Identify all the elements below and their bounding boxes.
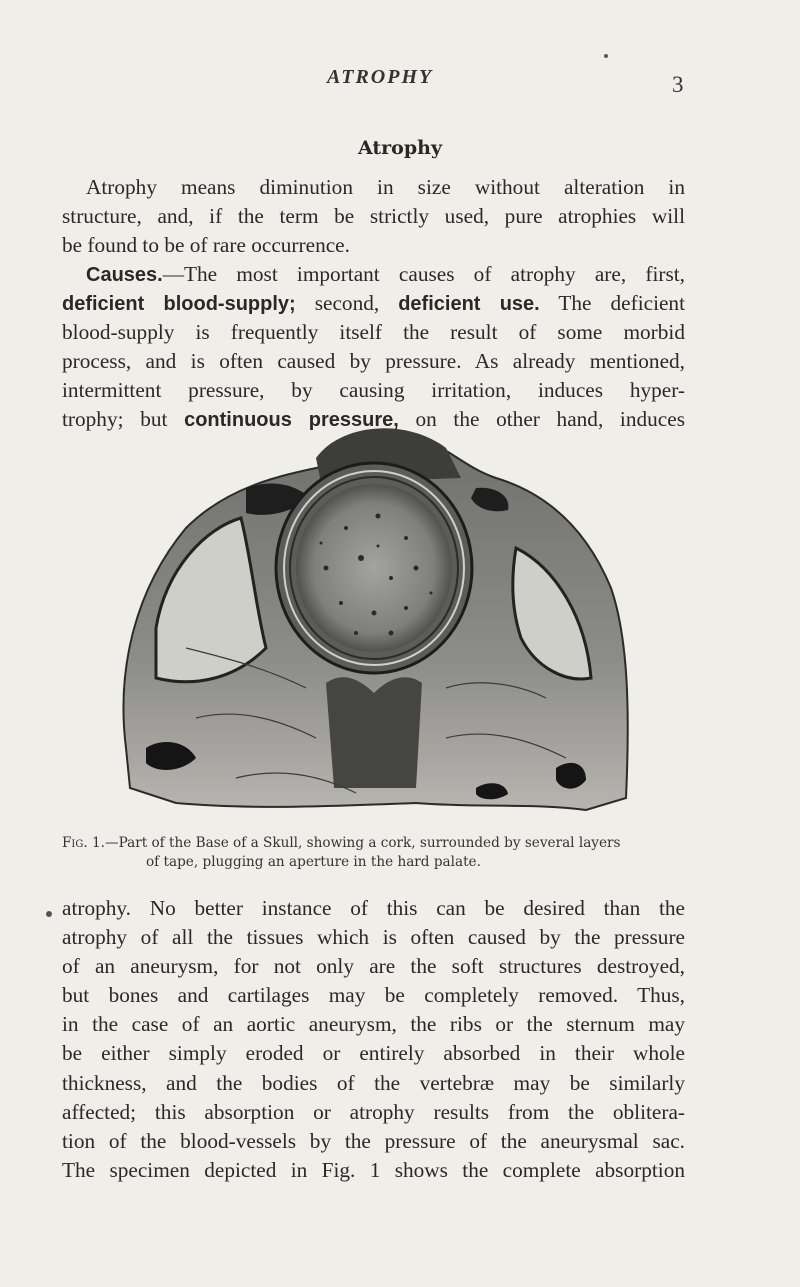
paragraph-1: [62, 173, 685, 260]
text-line: be either simply eroded or entirely absorbed in their whole: [62, 1041, 685, 1066]
text-run: second,: [295, 291, 399, 316]
text-line: of an aneurysm, for not only are the soft structures destroyed,: [62, 954, 685, 979]
midline-septum: [326, 677, 422, 788]
text-run: —The most important causes of atrophy are, first,: [162, 262, 685, 286]
text-run: The deficient: [539, 291, 686, 316]
term-deficient-blood-supply: deficient blood-supply;: [62, 293, 296, 316]
running-head-title: ATROPHY: [327, 66, 434, 88]
scan-speck: [604, 54, 608, 58]
term-deficient-use: deficient use.: [398, 293, 540, 316]
causes-label: Causes.: [86, 264, 163, 286]
section-heading: Atrophy: [357, 137, 442, 159]
text-run: on the other hand, induces: [398, 407, 685, 432]
text-line: The specimen depicted in Fig. 1 shows the complete absorption: [62, 1157, 685, 1182]
page-number: 3: [672, 72, 684, 97]
figure-skull-base: [116, 418, 630, 813]
text-line: be found to be of rare occurrence.: [62, 233, 350, 258]
cork: [296, 484, 452, 652]
text-line: Atrophy means diminution in size without alteration in: [86, 175, 685, 199]
scan-speck: [46, 911, 52, 917]
text-line: atrophy. No better instance of this can be desired than the: [62, 896, 685, 920]
running-head: [0, 66, 800, 102]
skull-illustration: [116, 418, 630, 813]
text-line: [62, 289, 685, 318]
caption-line: [62, 834, 686, 853]
text-line: [62, 260, 685, 289]
text-line: but bones and cartilages may be completely removed. Thus,: [62, 983, 685, 1008]
text-line: thickness, and the bodies of the vertebræ may be similarly: [62, 1070, 685, 1095]
caption-line: of tape, plugging an aperture in the hard palate.: [146, 854, 481, 870]
figure-caption: [62, 834, 686, 872]
paragraph-3: [62, 894, 685, 1185]
text-line: atrophy of all the tissues which is often caused by the pressure: [62, 925, 685, 950]
text-line: blood-supply is frequently itself the result of some morbid: [62, 320, 685, 345]
paragraph-2: [62, 260, 685, 435]
text-line: process, and is often caused by pressure. As already mentioned,: [62, 349, 685, 374]
caption-text: —Part of the Base of a Skull, showing a cork, surrounded by several layers: [104, 835, 621, 851]
term-continuous-pressure: continuous pressure,: [184, 409, 399, 432]
text-line: intermittent pressure, by causing irritation, induces hyper-: [62, 378, 685, 403]
figure-label: Fig. 1.: [62, 835, 105, 851]
text-line: structure, and, if the term be strictly used, pure atrophies will: [62, 204, 685, 229]
text-line: in the case of an aortic aneurysm, the ribs or the sternum may: [62, 1012, 685, 1037]
text-line: tion of the blood-vessels by the pressure of the aneurysmal sac.: [62, 1128, 685, 1153]
text-run: trophy; but: [62, 407, 185, 432]
text-line: affected; this absorption or atrophy results from the oblitera-: [62, 1099, 685, 1124]
